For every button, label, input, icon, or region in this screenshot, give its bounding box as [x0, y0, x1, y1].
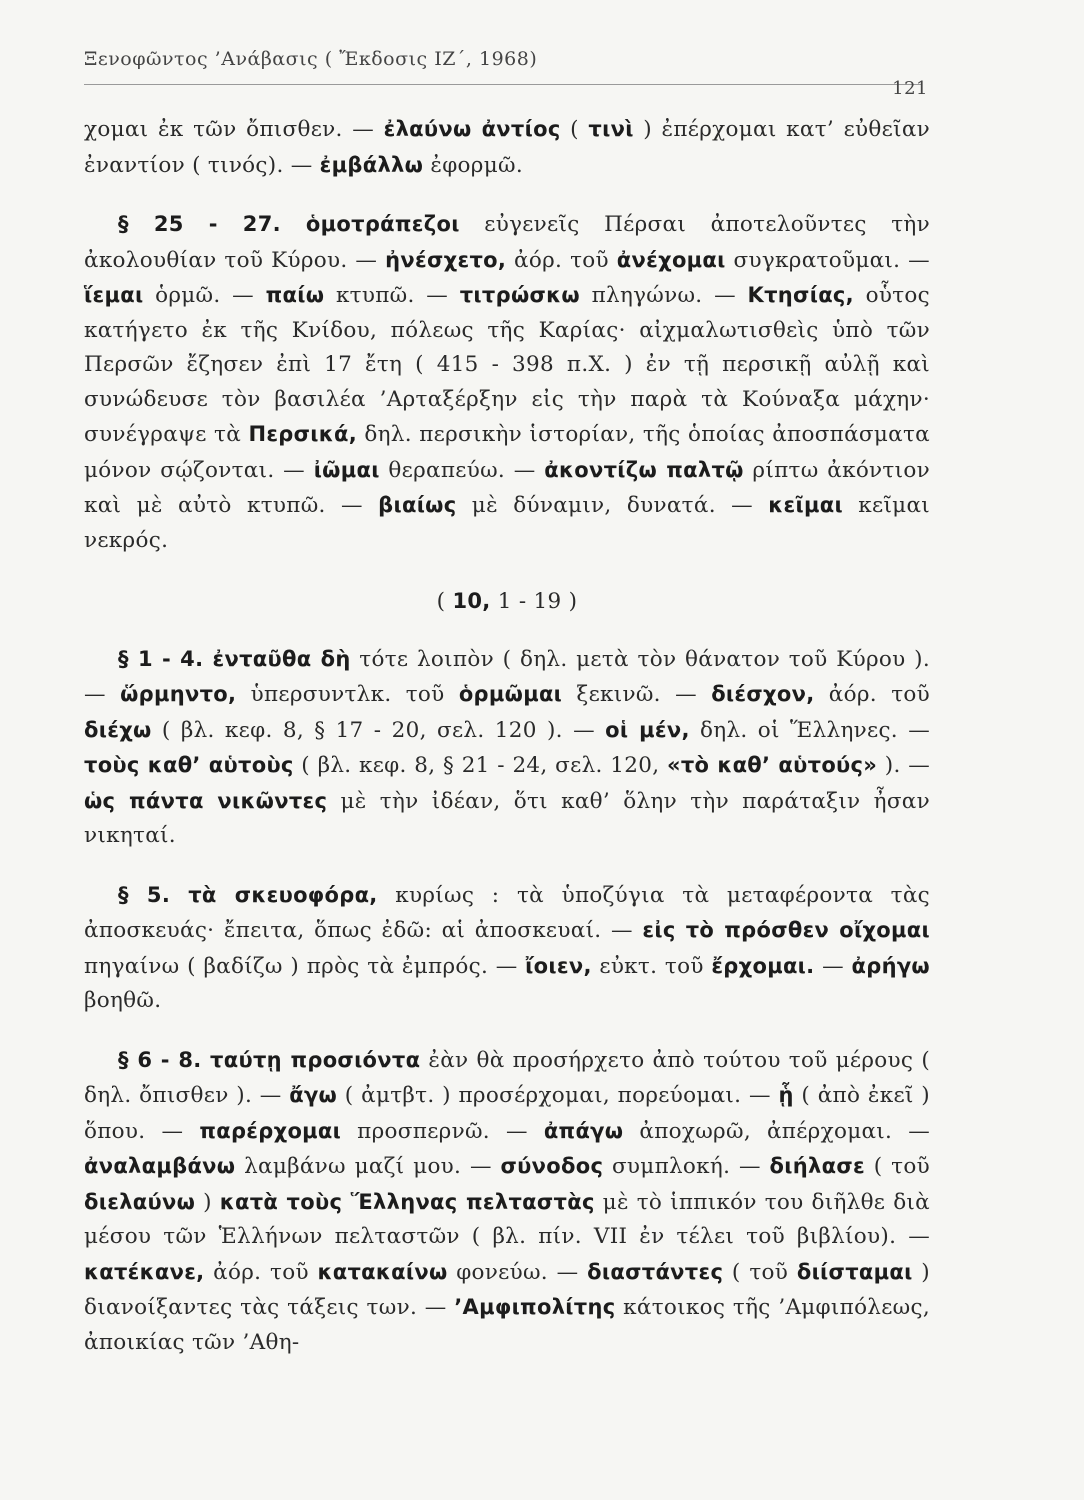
page-body — [84, 112, 930, 1360]
chapter-heading: ( 10, 1 - 19 ) — [436, 589, 578, 614]
paragraph-section-5: § 5. τὰ σκευοφόρα, κυρίως : τὰ ὑποζύγια τὰ μεταφέροντα τὰς ἀποσκευάς· ἔπειτα, ὅπως ἐδῶ: αἱ ἀποσκευαί. — εἰς τὸ πρόσθεν οἴχομαι πηγαίνω ( βαδίζω ) πρὸς τὰ ἐμπρός. — ἴοιεν, εὐκτ. τοῦ ἔρχομαι. — ἀρήγω βοηθῶ. — [84, 882, 930, 1013]
running-header — [84, 44, 928, 99]
paragraph-continuation: χομαι ἐκ τῶν ὄπισθεν. — ἐλαύνω ἀντίος ( τινὶ ) ἐπέρχομαι κατ’ εὐθεῖαν ἐναντίον ( τινός). — ἐμβάλλω ἐφορμῶ. — [84, 117, 931, 178]
paragraph-section-1-4: § 1 - 4. ἐνταῦθα δὴ τότε λοιπὸν ( δηλ. μετὰ τὸν θάνατον τοῦ Κύρου ). — ὥρμηντο, ὑπερσυντλκ. τοῦ ὁρμῶμαι ξεκινῶ. — διέσχον, ἀόρ. τοῦ διέχω ( βλ. κεφ. 8, § 17 - 20, σελ. 120 ). — οἱ μέν, δηλ. οἱ Ἕλληνες. — τοὺς καθ’ αὑτοὺς ( βλ. κεφ. 8, § 21 - 24, σελ. 120, «τὸ καθ’ αὑτούς» ). — ὡς πάντα νικῶντες μὲ τὴν ἰδέαν, ὅτι καθ’ ὅλην τὴν παράταξιν ἦσαν νικηταί. — [84, 646, 931, 848]
paragraph-section-25-27: § 25 - 27. ὁμοτράπεζοι εὐγενεῖς Πέρσαι ἀποτελοῦντες τὴν ἀκολουθίαν τοῦ Κύρου. — ἠνέσχετο, ἀόρ. τοῦ ἀνέχομαι συγκρατοῦμαι. — ἵεμαι ὁρμῶ. — παίω κτυπῶ. — τιτρώσκω πληγώνω. — Κτησίας, οὗτος κατήγετο ἐκ τῆς Κνίδου, πόλεως τῆς Καρίας· αἰχμαλωτισθεὶς ὑπὸ τῶν Περσῶν ἔζησεν ἐπὶ 17 ἔτη ( 415 - 398 π.Χ. ) ἐν τῇ περσικῇ αὐλῇ καὶ συνώδευσε τὸν βασιλέα ’Αρταξέρξην εἰς τὴν παρὰ τὰ Κούναξα μάχην· συνέγραψε τὰ Περσικά, δηλ. περσικὴν ἱστορίαν, τῆς ὁποίας ἀποσπάσματα μόνον σῴζονται. — ἰῶμαι θεραπεύω. — ἀκοντίζω παλτῷ ρίπτω ἀκόντιον καὶ μὲ αὐτὸ κτυπῶ. — βιαίως μὲ δύναμιν, δυνατά. — κεῖμαι κεῖμαι νεκρός. — [84, 212, 930, 553]
header-title: Ξενοφῶντος ’Ανάβασις ( Ἔκδοσις ΙΖ΄, 1968) — [84, 48, 538, 70]
paragraph-section-6-8: § 6 - 8. ταύτῃ προσιόντα ἐὰν θὰ προσήρχετο ἀπὸ τούτου τοῦ μέρους ( δηλ. ὄπισθεν ). — ἄγω ( ἀμτβτ. ) προσέρχομαι, πορεύομαι. — ᾗ ( ἀπὸ ἐκεῖ ) ὅπου. — παρέρχομαι προσπερνῶ. — ἀπάγω ἀποχωρῶ, ἀπέρχομαι. — ἀναλαμβάνω λαμβάνω μαζί μου. — σύνοδος συμπλοκή. — διήλασε ( τοῦ διελαύνω ) κατὰ τοὺς Ἕλληνας πελταστὰς μὲ τὸ ἱππικόν του διῆλθε διὰ μέσου τῶν Ἑλλήνων πελταστῶν ( βλ. πίν. VII ἐν τέλει τοῦ βιβλίου). — κατέκανε, ἀόρ. τοῦ κατακαίνω φονεύω. — διαστάντες ( τοῦ διίσταμαι ) διανοίξαντες τὰς τάξεις των. — ’Αμφιπολίτης κάτοικος τῆς ’Αμφιπόλεως, ἀποικίας τῶν ’Αθη- — [84, 1047, 931, 1355]
page-number: 121 — [892, 78, 928, 99]
